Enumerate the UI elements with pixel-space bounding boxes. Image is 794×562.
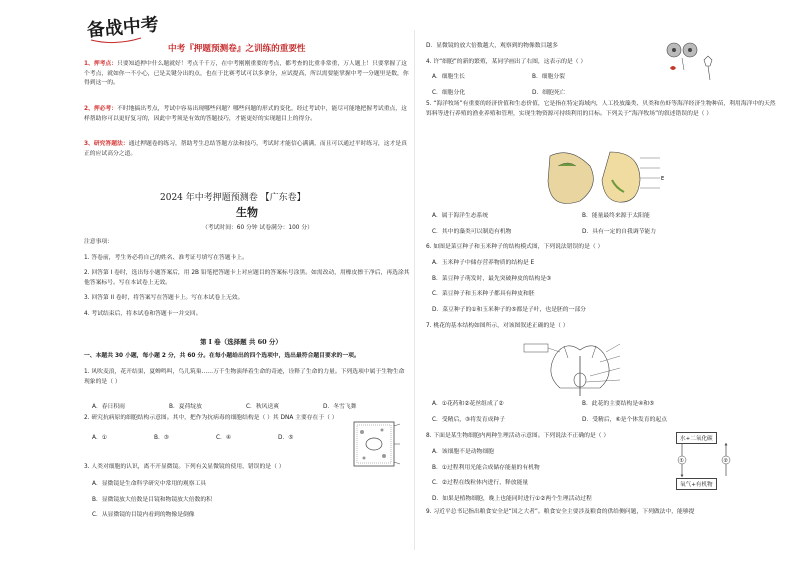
option: C．从显微镜的目镜内看到的物像是倒像	[92, 512, 195, 519]
question-2-options	[92, 432, 352, 441]
question-7-stem: 7. 桃花的基本结构如图所示，对该图叙述正确的是（ ）	[426, 323, 569, 329]
note-item: 2. 回答第 I 卷时，选出每小题答案后，用 2B 铅笔把答题卡上对应题目的答案标号涂黑。如需改动，用橡皮擦干净后，再选涂其他答案标号。写在本试卷上无效。	[84, 270, 410, 286]
option: A．①	[92, 435, 107, 441]
svg-text:备战中考: 备战中考	[86, 14, 160, 42]
section-title: 第 I 卷（选择题 共 60 分）	[200, 338, 282, 346]
option: C．受精后，③将发育成种子	[432, 416, 506, 423]
option: D．菜豆种子的①和玉米种子的⑤都是子叶，也是胚的一部分	[432, 306, 586, 313]
option: D．细胞死亡	[532, 89, 566, 96]
option: D．具有一定的自我调节能力	[582, 228, 657, 235]
notes-heading: 注意事项：	[84, 239, 113, 245]
question-9-stem: 9. 习近平总书记指出粮食安全是“国之大者”。粮食安全主要涉及粮食的供给侧问题，下列做法中，能够提	[426, 509, 695, 515]
question-8-options	[432, 448, 662, 504]
option: C．②过程在线粒体内进行，释放能量	[432, 480, 529, 487]
cell-division-diagram	[660, 40, 720, 84]
question-6-options	[432, 259, 772, 315]
page-title: 中考『押题预测卷』之训练的重要性	[168, 44, 306, 54]
option: A．①花药和②花丝组成了②	[432, 401, 504, 407]
intro-item-1: 1、押考点：只要知道押中什么题就好！考点千千万，在中考刚刚重要的考点，都考查的比重非常重，万人题上！只要掌握了这个考点，就如你一不小心，已是关键分出的点，也在于比赛考试可以多拿分，应试提高，所以需要能掌握中考一分题里是数，你得到这一的。	[84, 61, 409, 87]
option: B．细胞分裂	[532, 74, 565, 80]
option: D．冬雪飞舞	[323, 404, 357, 410]
question-8-stem: 8. 下面是某生物细胞内两种生理活动示意图。下列说法不正确的是（ ）	[426, 433, 610, 439]
intro-item-3: 3、研究答题法：通过押题卷的练习，帮助考生总结答题方法和技巧，考试时才能信心满满，而且可以通过平时练习，这才是真正的应试高分之道。	[84, 141, 407, 157]
question-2-stem: 2. 研究抗病原的细胞结构示意图。其中，把作为抗病毒的细胞结构是（ ）其 DNA 主要存在于（ ）	[84, 415, 338, 421]
option: A．细胞生长	[432, 74, 465, 80]
section-instruction: 一、本题共 30 小题，每小题 2 分，共 60 分。在每小题给出的四个选项中，选出最符合题目要求的一项。	[84, 353, 360, 359]
option: B．此花的主要结构是④和⑤	[582, 401, 655, 407]
seed-label-e: E	[661, 176, 665, 182]
option: A．属于海洋生态系统	[432, 213, 489, 219]
option: C．细胞分化	[432, 89, 466, 96]
question-4-options	[432, 73, 662, 98]
exam-subject: 生物	[236, 206, 258, 219]
diagram-box-top: 水+二氧化碳	[676, 432, 717, 444]
note-item: 1. 答卷前，考生务必将自己的姓名、准考证号填写在答题卡上。	[84, 254, 248, 261]
option: B．①过程利用光能合成储存能量的有机物	[432, 464, 540, 471]
process-2-label: ②	[723, 458, 728, 464]
logo-icon	[85, 12, 160, 48]
option: A．该细胞不是动物细胞	[432, 449, 494, 455]
note-item: 4. 考试结束后，将本试卷和答题卡一并交回。	[84, 310, 202, 317]
option: C．菜豆种子和玉米种子都具有种皮和胚	[432, 291, 535, 298]
option: B．能量最终来源于太阳能	[582, 213, 650, 219]
intro-item-2: 2、押必考：不时地搞出考点，考试中容易出现哪些问题？哪些问题的形式的变化，经过考试中，能尽可能地把握考试重点，这样帮助你可以更好复习的，因此中考须是有效的答题技巧，才能更好的实现题目上的得分。	[84, 106, 407, 122]
question-1-options	[92, 401, 402, 410]
option: C．其中的藻类可以制造有机物	[432, 228, 512, 235]
option: B．③	[154, 435, 169, 441]
option: A．春日积雨	[92, 404, 125, 410]
process-1-label: ①	[679, 458, 684, 464]
question-6-stem: 6. 如图是菜豆种子和玉米种子的结构模式图，下列说法错误的是（ ）	[426, 244, 604, 250]
option: C．秋风送爽	[246, 404, 280, 410]
option: C．④	[216, 435, 232, 441]
exam-info: （考试时间：60 分钟 试卷满分：100 分）	[202, 225, 313, 231]
question-3-stem: 3. 人类对细胞的认识，离不开显微镜。下列有关显微镜的使用，错误的是（ ）	[84, 464, 285, 470]
question-5-options	[432, 212, 772, 237]
option: D．受精后，⑥是个体发育的起点	[582, 416, 668, 423]
notes-block	[84, 238, 410, 320]
option: D．如果是植物细胞，晚上也能同时进行①②两个生理活动过程	[432, 495, 592, 502]
question-1-stem: 1. 风吹麦浪，花开结果，夏蝉鸣叫，鸟儿筑巢……万千生物演绎着生命的奇迹，诠释了生命的力量。下列选项中属于生物生命现象的是（ ）	[84, 369, 405, 385]
exam-title: 2024 年中考押题预测卷 【广东卷】	[160, 193, 306, 203]
option: B．菜豆种子萌发时，最先突破种皮的结构是③	[432, 275, 552, 282]
flower-diagram	[520, 336, 650, 398]
option: D．⑤	[278, 435, 294, 441]
process-arrows	[670, 442, 740, 480]
option: B．显微镜放大倍数是目镜和物镜放大倍数的积	[92, 496, 212, 503]
question-3-option-d: D．显微镜的放大倍数越大，观察到的物像数目越多	[426, 43, 558, 49]
question-4-stem: 4. 许“细胞”的新的繁殖，某同学画出了右图，这表示的是（ ）	[426, 59, 587, 65]
option: A．显微镜是生命科学研究中常用的观察工具	[92, 481, 207, 487]
option: B．夏荷绽放	[169, 404, 202, 410]
option: A．玉米种子中储存营养物质的结构是 E	[432, 260, 535, 266]
note-item: 3. 回答第 II 卷时，将答案写在答题卡上。写在本试卷上无效。	[84, 295, 244, 302]
question-7-options	[432, 400, 772, 425]
question-5-stem: 5. “海洋牧场”有重要的经济价值和生态价值，它是指在特定海域内，人工投放藻类、贝类和鱼虾等海洋经济生物种苗，利用海洋中的天然饵料等进行养殖的渔业养殖和管理，实现生物资源可持续利用的目标。下列关于“海洋牧场”的叙述错误的是（ ）	[426, 101, 776, 117]
question-3-options	[92, 480, 410, 521]
seed-diagram	[540, 146, 670, 206]
column-divider	[414, 30, 415, 550]
diagram-box-bottom: 氧气+有机物	[676, 478, 717, 490]
